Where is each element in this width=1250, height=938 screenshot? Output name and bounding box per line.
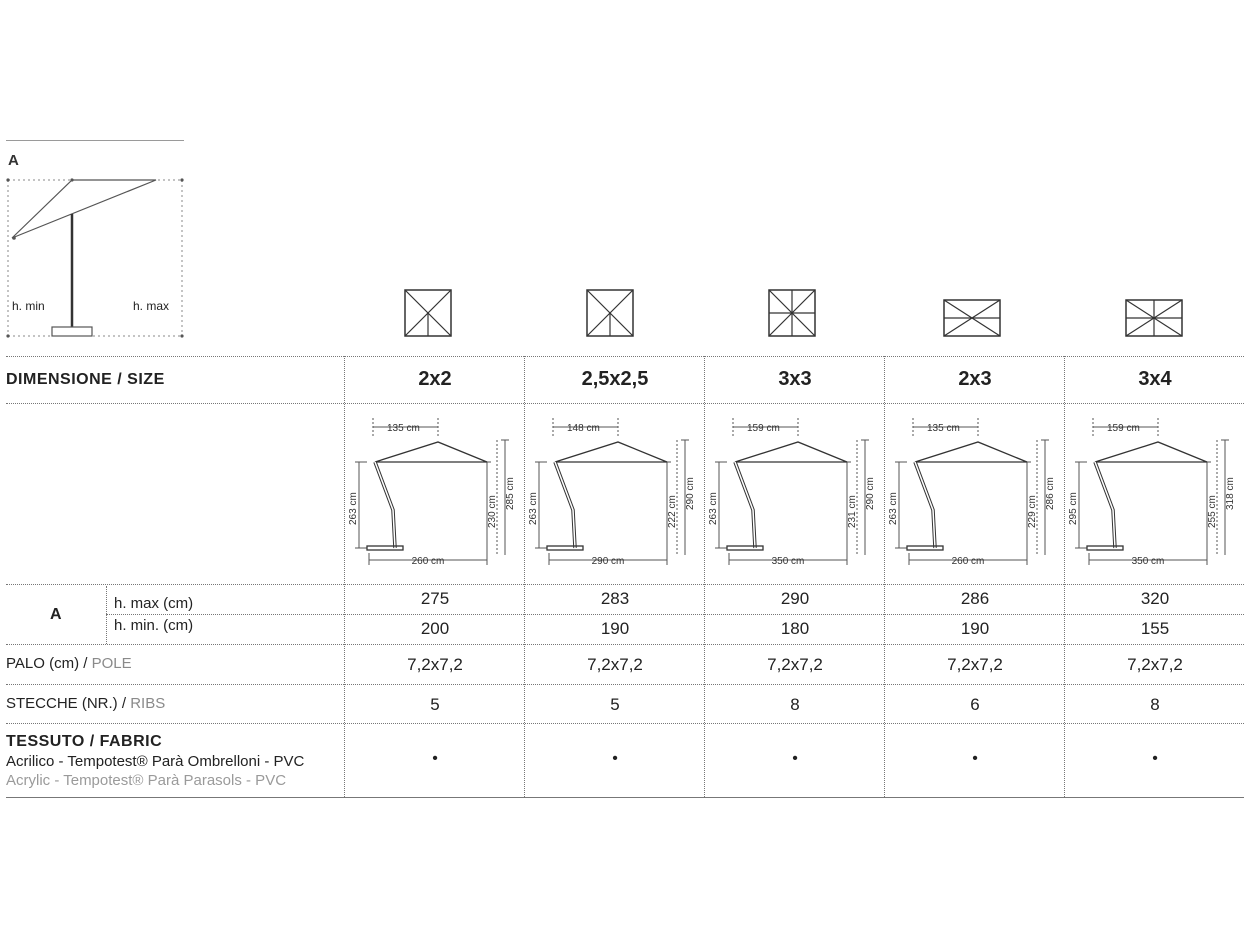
fabric-available-dot: • [612,750,618,767]
pole-value: 7,2x7,2 [947,655,1003,674]
ribs-value: 8 [1150,695,1160,714]
base-width-label: 260 cm [951,556,985,567]
pole-value: 7,2x7,2 [587,655,643,674]
fabric-line-it: Acrilico - Tempotest® Parà Ombrelloni - PVC [6,753,305,770]
label-separator: / [83,655,88,672]
right-height-1-label: 229 cm [1027,495,1038,528]
h-max-value: 283 [600,589,630,608]
ribs-value: 5 [610,695,620,714]
pole-value: 7,2x7,2 [1127,655,1183,674]
label-separator: / [121,695,127,712]
base-width-label: 350 cm [1131,556,1165,567]
top-width-label: 135 cm [927,423,960,434]
pole-value: 7,2x7,2 [767,655,823,674]
side-view-diagram [345,410,525,580]
base-width-label: 290 cm [591,556,625,567]
canopy-3x3-icon [767,288,817,338]
ribs-value: 8 [790,695,800,714]
h-max-value: 286 [960,589,990,608]
row-divider [106,614,1244,615]
side-view-diagram [885,410,1065,580]
left-height-label: 263 cm [708,492,719,525]
row-divider [6,644,1244,645]
right-height-2-label: 286 cm [1045,477,1056,510]
size-header: DIMENSIONE / SIZE [6,371,165,388]
table-bottom-border [6,797,1244,798]
ribs-value: 6 [970,695,980,714]
pole-row-label [6,655,132,672]
figure-a-label: A [8,152,19,169]
right-height-1-label: 231 cm [847,495,858,528]
h-max-row-label: h. max (cm) [114,595,194,612]
base-width-label: 350 cm [771,556,805,567]
h-min-row-label: h. min. (cm) [114,617,194,634]
ribs-value: 5 [430,695,440,714]
h-min-label: h. min [12,299,45,313]
ribs-row-label [6,695,165,712]
pole-value: 7,2x7,2 [407,655,463,674]
row-divider [6,584,1244,585]
row-a-label: A [50,606,62,623]
canopy-2-5x2-5-icon [585,288,635,338]
column-size: 2x2 [418,368,452,390]
fabric-available-dot: • [972,750,978,767]
right-height-2-label: 290 cm [865,477,876,510]
ribs-label-it: STECCHE (NR.) [6,695,118,712]
row-divider [6,356,1244,357]
canopy-2x3-icon [942,298,1002,338]
top-width-label: 159 cm [1107,423,1140,434]
side-view-diagram [525,410,705,580]
column-size: 2x3 [958,368,992,390]
top-width-label: 148 cm [567,423,600,434]
right-height-1-label: 255 cm [1207,495,1218,528]
left-height-label: 263 cm [528,492,539,525]
top-divider [6,140,184,141]
ribs-label-en: RIBS [130,695,166,712]
right-height-2-label: 318 cm [1225,477,1236,510]
h-max-value: 290 [780,589,810,608]
right-height-2-label: 290 cm [685,477,696,510]
fabric-available-dot: • [792,750,798,767]
pole-label-en: POLE [91,655,132,672]
row-divider [6,403,1244,404]
left-height-label: 295 cm [1068,492,1079,525]
fabric-available-dot: • [432,750,438,767]
top-width-label: 159 cm [747,423,780,434]
left-height-label: 263 cm [888,492,899,525]
h-min-value: 190 [960,619,990,638]
column-divider [106,586,107,644]
h-max-value: 275 [420,589,450,608]
canopy-2x2-icon [403,288,453,338]
base-width-label: 260 cm [411,556,445,567]
row-divider [6,684,1244,685]
canopy-3x4-icon [1124,298,1184,338]
pole-label-it: PALO (cm) [6,655,80,672]
right-height-1-label: 230 cm [487,495,498,528]
side-view-diagram [1065,410,1245,580]
right-height-1-label: 222 cm [667,495,678,528]
left-height-label: 263 cm [348,492,359,525]
right-height-2-label: 285 cm [505,477,516,510]
fabric-available-dot: • [1152,750,1158,767]
column-size: 3x4 [1138,368,1172,390]
h-min-value: 180 [780,619,810,638]
side-view-diagram [705,410,885,580]
row-divider [6,723,1244,724]
figure-a-umbrella-diagram [6,170,186,342]
fabric-line-en: Acrylic - Tempotest® Parà Parasols - PVC [6,772,287,789]
column-size: 2,5x2,5 [581,368,649,390]
column-size: 3x3 [778,368,812,390]
top-width-label: 135 cm [387,423,420,434]
h-min-value: 190 [600,619,630,638]
h-min-value: 155 [1140,619,1170,638]
h-max-label: h. max [133,299,170,313]
h-min-value: 200 [420,619,450,638]
fabric-title: TESSUTO / FABRIC [6,733,163,750]
h-max-value: 320 [1140,589,1170,608]
